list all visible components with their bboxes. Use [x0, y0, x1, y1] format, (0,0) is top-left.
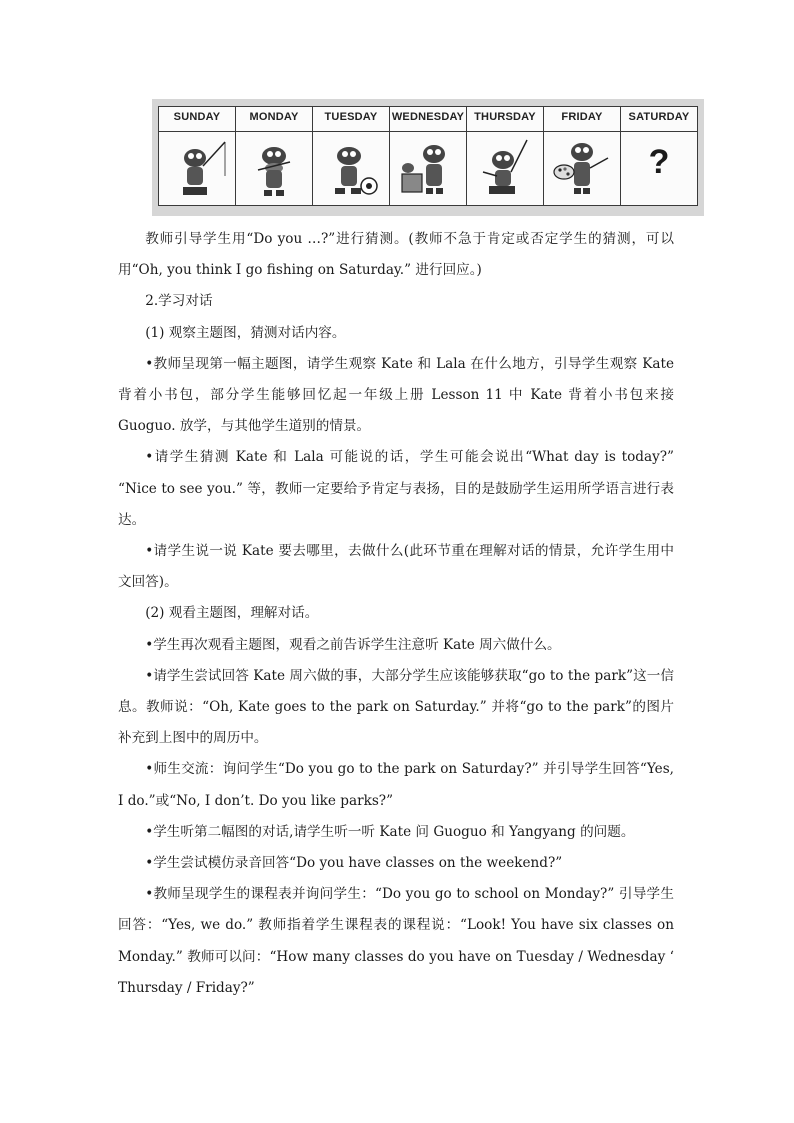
cat-football-icon: [321, 135, 381, 203]
day-label: THURSDAY: [474, 111, 536, 123]
bullet-paragraph: •师生交流：询问学生“Do you go to the park on Saturday?” 并引导学生回答“Yes, I do.”或“No, I don’t. Do you like parks?”: [118, 761, 674, 809]
day-column-tuesday: [313, 107, 390, 205]
bullet-paragraph: •请学生猜测 Kate 和 Lala 可能说的话，学生可能会说出“What day is today?” “Nice to see you.” 等，教师一定要给予肯定与表扬，目的是鼓励学生运用所学语言进行表达。: [118, 449, 674, 528]
day-column-sunday: [159, 107, 236, 205]
cat-washing-icon: [398, 135, 458, 203]
cat-conducting-icon: [475, 135, 535, 203]
subsection-heading: (1) 观察主题图，猜测对话内容。: [145, 324, 346, 341]
day-label: TUESDAY: [324, 111, 378, 123]
bullet-paragraph: •学生尝试模仿录音回答“Do you have classes on the weekend?”: [145, 855, 563, 872]
cat-painting-icon: [552, 135, 612, 203]
bullet-paragraph: •学生听第二幅图的对话,请学生听一听 Kate 问 Guoguo 和 Yangyang 的问题。: [145, 823, 635, 840]
question-mark: ?: [648, 143, 670, 181]
bullet-paragraph: •请学生尝试回答 Kate 周六做的事，大部分学生应该能够获取“go to the park”这一信息。教师说：“Oh, Kate goes to the park on Saturday.” 并将“go to the park”的图片补充到上图中的周历中。: [118, 667, 674, 747]
bullet-paragraph: •教师呈现第一幅主题图，请学生观察 Kate 和 Lala 在什么地方，引导学生观察 Kate 背着小书包，部分学生能够回忆起一年级上册 Lesson 11 中 Kate 背着小书包来接 Guoguo. 放学，与其他学生道别的情景。: [118, 355, 674, 435]
day-label: MONDAY: [249, 111, 299, 123]
paragraph: 教师引导学生用“Do you …?”进行猜测。(教师不急于肯定或否定学生的猜测，可以用“Oh, you think I go fishing on Saturday.” 进行回应。): [118, 231, 674, 279]
bullet-paragraph: •教师呈现学生的课程表并询问学生：“Do you go to school on Monday?” 引导学生回答：“Yes, we do.” 教师指着学生课程表的课程说：“Look! You have six classes on Monday.” 教师可以问：“How many classes do you have on Tuesday / Wednesday ‘ Thursday / Friday?”: [118, 886, 674, 996]
day-column-saturday: [621, 107, 697, 205]
day-column-wednesday: [390, 107, 467, 205]
day-column-thursday: [467, 107, 544, 205]
subsection-heading: (2) 观看主题图，理解对话。: [145, 605, 319, 622]
section-heading: 2.学习对话: [145, 293, 213, 310]
day-label: WEDNESDAY: [391, 111, 465, 123]
week-calendar-image: [152, 99, 704, 216]
cat-violin-icon: [244, 135, 304, 203]
bullet-paragraph: •请学生说一说 Kate 要去哪里，去做什么(此环节重在理解对话的情景，允许学生用中文回答)。: [118, 543, 674, 591]
week-calendar-grid: [158, 106, 698, 206]
day-label: FRIDAY: [561, 111, 603, 123]
lesson-text: [118, 224, 674, 1004]
day-column-friday: [544, 107, 621, 205]
cat-fishing-icon: [167, 135, 227, 203]
day-label: SATURDAY: [628, 111, 690, 123]
day-column-monday: [236, 107, 313, 205]
day-label: SUNDAY: [173, 111, 221, 123]
bullet-paragraph: •学生再次观看主题图，观看之前告诉学生注意听 Kate 周六做什么。: [145, 636, 561, 653]
